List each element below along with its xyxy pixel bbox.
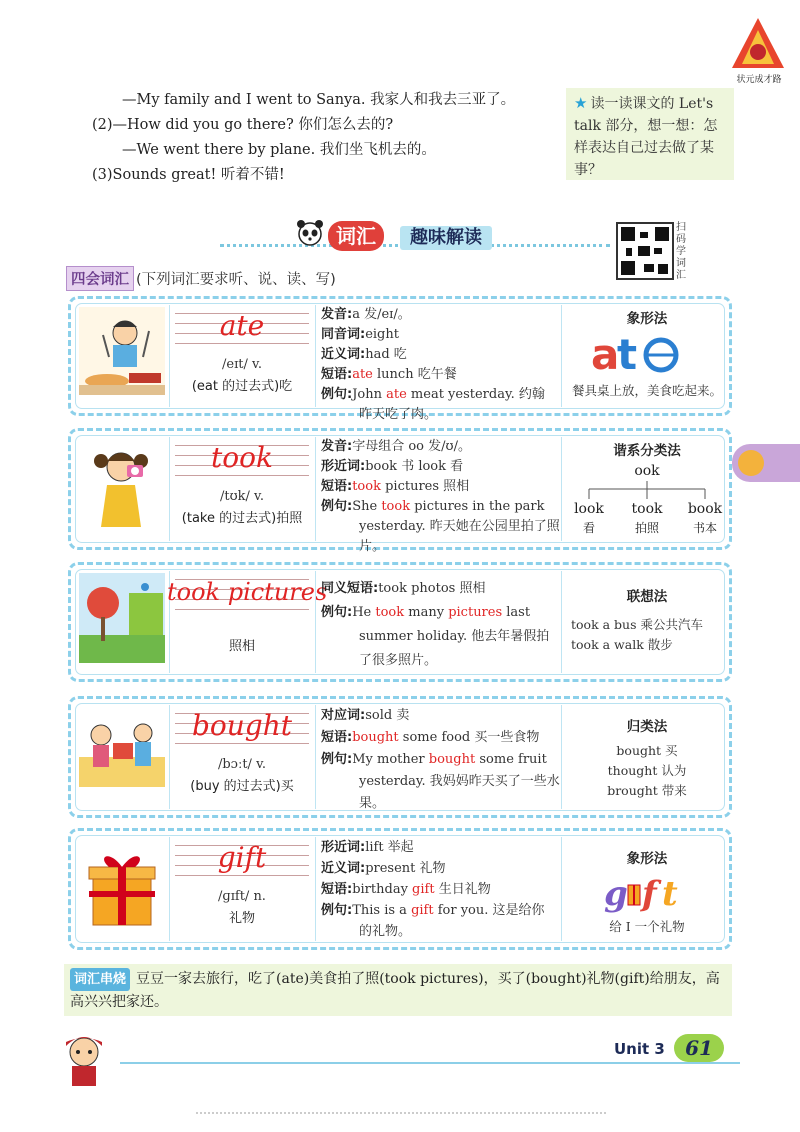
dialogue-line: (3)Sounds great! 听着不错! — [92, 167, 285, 183]
svg-text:a: a — [591, 331, 620, 375]
page-edge — [196, 1112, 606, 1122]
memory-method: 象形法 a t 餐具桌上放，美食吃起来。 — [567, 307, 727, 401]
unit-label: Unit 3 — [614, 1040, 665, 1058]
word-family-tree: ook look took book 看 拍照 书本 — [574, 463, 723, 535]
word-notes: 同义短语:took photos 照相 例句:He took many pictures last summer holiday. 他去年暑假拍了很多照片。 — [321, 581, 550, 668]
word-column — [167, 571, 328, 654]
headword: bought — [191, 709, 293, 742]
svg-text:f: f — [642, 874, 657, 913]
word-card-ate — [68, 296, 732, 422]
footer-divider — [120, 1062, 740, 1064]
tiger-face-icon — [738, 450, 764, 476]
level-row — [66, 266, 336, 291]
headword: ate — [219, 309, 265, 342]
gloss: (eat 的过去式)吃 — [191, 379, 293, 394]
word-column — [175, 437, 309, 526]
tip-box — [566, 88, 734, 180]
word-column — [175, 837, 309, 926]
memory-method: 归类法 bought 买 thought 认为 brought 带来 — [607, 719, 687, 798]
headword: took pictures — [167, 578, 328, 606]
word-card-gift — [68, 828, 732, 950]
tip-text: 读一读课文的 Let's talk 部分，想一想：怎样表达自己过去做了某事？ — [574, 96, 718, 178]
qr-label: 扫码学词汇 — [676, 222, 686, 281]
logo-label: 状元成才路 — [736, 75, 782, 85]
ate-pictogram-icon — [567, 331, 727, 379]
word-notes: 对应词:sold 卖 短语:bought some food 买一些食物 例句:My mother bought some fruit yesterday. 我妈妈昨天买了一些水果。 — [321, 708, 560, 811]
girl-camera-illustration — [79, 439, 165, 527]
page-number: 61 — [674, 1034, 724, 1062]
dialogue-line: (2)—How did you go there? 你们怎么去的? — [92, 117, 394, 133]
level-note: (下列词汇要求听、说、读、写) — [136, 272, 336, 288]
phonetic: /eɪt/ v. — [222, 357, 262, 372]
svg-text:g: g — [604, 874, 628, 913]
gloss: 照相 — [228, 639, 255, 654]
gloss: (buy 的过去式)买 — [190, 779, 294, 794]
vocabulary-chain — [64, 964, 732, 1016]
panda-icon — [296, 218, 324, 254]
shopping-illustration — [79, 707, 165, 795]
star-icon: ★ — [574, 94, 588, 112]
mascot-icon — [56, 1030, 112, 1092]
phonetic: /ɡɪft/ n. — [218, 889, 266, 904]
boy-eating-illustration — [79, 307, 165, 395]
phonetic: /tʊk/ v. — [220, 489, 264, 504]
gift-box-illustration — [79, 839, 165, 927]
dialogue-block — [92, 88, 562, 188]
memory-method: 象形法 g f t 给 I 一个礼物 — [567, 847, 727, 937]
gloss: 礼物 — [228, 911, 255, 926]
gloss: (take 的过去式)拍照 — [181, 511, 303, 526]
word-notes: 发音:字母组合 oo 发/ʊ/。 形近词:book 书 look 看 短语:took pictures 照相 例句:She took pictures in the park yesterday. 昨天她在公园里拍了照片。 — [321, 439, 560, 554]
word-card-bought — [68, 696, 732, 818]
publisher-logo — [728, 14, 788, 86]
svg-text:t: t — [662, 874, 678, 913]
svg-text:t: t — [617, 331, 638, 375]
section-header — [220, 218, 610, 258]
section-badge: 词汇 — [328, 221, 384, 251]
memory-method: 谐系分类法 ook look took book 看 拍照 书本 — [567, 439, 727, 543]
word-column — [175, 705, 309, 794]
gift-pictogram-icon — [567, 873, 727, 917]
memory-method: 联想法 took a bus 乘公共汽车 took a walk 散步 — [571, 589, 703, 652]
dialogue-line: —My family and I went to Sanya. 我家人和我去三亚了。 — [122, 92, 516, 108]
chain-tag: 词汇串烧 — [70, 968, 130, 991]
word-notes: 发音:a 发/eɪ/。 同音词:eight 近义词:had 吃 短语:ate lunch 吃午餐 例句:John ate meat yesterday. 约翰 昨天吃了肉。 — [321, 307, 545, 422]
word-column — [175, 305, 309, 394]
word-card-took — [68, 428, 732, 554]
dialogue-line: —We went there by plane. 我们坐飞机去的。 — [122, 142, 436, 158]
side-tab[interactable] — [732, 444, 800, 482]
headword: took — [211, 441, 273, 474]
section-subtitle: 趣味解读 — [400, 226, 492, 250]
headword: gift — [217, 841, 267, 874]
level-tag: 四会词汇 — [66, 266, 134, 291]
phonetic: /bɔːt/ v. — [217, 757, 267, 772]
qr-code[interactable] — [616, 222, 674, 280]
word-card-took-pictures — [68, 562, 732, 682]
park-photo-illustration — [79, 573, 165, 661]
chain-text: 豆豆一家去旅行，吃了(ate)美食拍了照(took pictures)，买了(bought)礼物(gift)给朋友，高高兴兴把家还。 — [70, 971, 720, 1010]
word-notes: 形近词:lift 举起 近义词:present 礼物 短语:birthday gift 生日礼物 例句:This is a gift for you. 这是给你 的礼物。 — [321, 840, 545, 939]
